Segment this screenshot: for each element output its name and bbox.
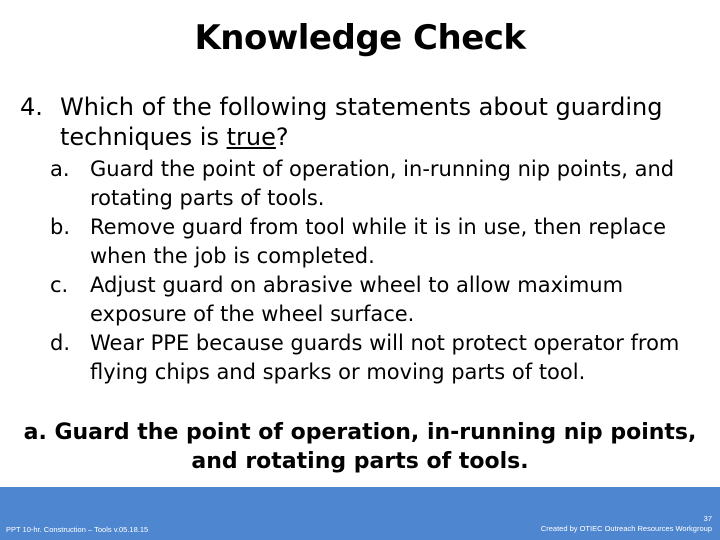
- option-letter: b.: [50, 215, 71, 239]
- question-text: [60, 92, 680, 152]
- option-a: [50, 155, 710, 213]
- option-letter: c.: [50, 273, 69, 297]
- option-b: [50, 213, 710, 271]
- question-emphasis: true: [226, 123, 276, 151]
- footer-right: [541, 514, 712, 534]
- option-text: Guard the point of operation, in-running nip points, and rotating parts of tools.: [90, 157, 675, 210]
- option-d: [50, 329, 710, 387]
- slide-title: Knowledge Check: [194, 18, 526, 58]
- option-text: Wear PPE because guards will not protect operator from flying chips and sparks or moving parts of tool.: [90, 331, 680, 384]
- option-letter: d.: [50, 331, 71, 355]
- footer-credit: Created by OTIEC Outreach Resources Workgroup: [540, 524, 712, 533]
- option-text: Adjust guard on abrasive wheel to allow maximum exposure of the wheel surface.: [90, 273, 624, 326]
- question-text-after: ?: [275, 123, 289, 151]
- option-c: [50, 271, 710, 329]
- correct-answer: a. Guard the point of operation, in-running nip points, and rotating parts of tools.: [23, 420, 697, 474]
- question-number: 4.: [20, 93, 43, 121]
- option-letter: a.: [50, 157, 70, 181]
- footer-course-label: PPT 10-hr. Construction – Tools v.05.18.15: [6, 525, 149, 534]
- answer-options: [50, 155, 710, 387]
- footer-bar: [0, 487, 720, 540]
- question-text-before: Which of the following statements about guarding techniques is: [60, 93, 663, 151]
- option-text: Remove guard from tool while it is in use, then replace when the job is completed.: [90, 215, 666, 268]
- page-number: 37: [703, 514, 712, 523]
